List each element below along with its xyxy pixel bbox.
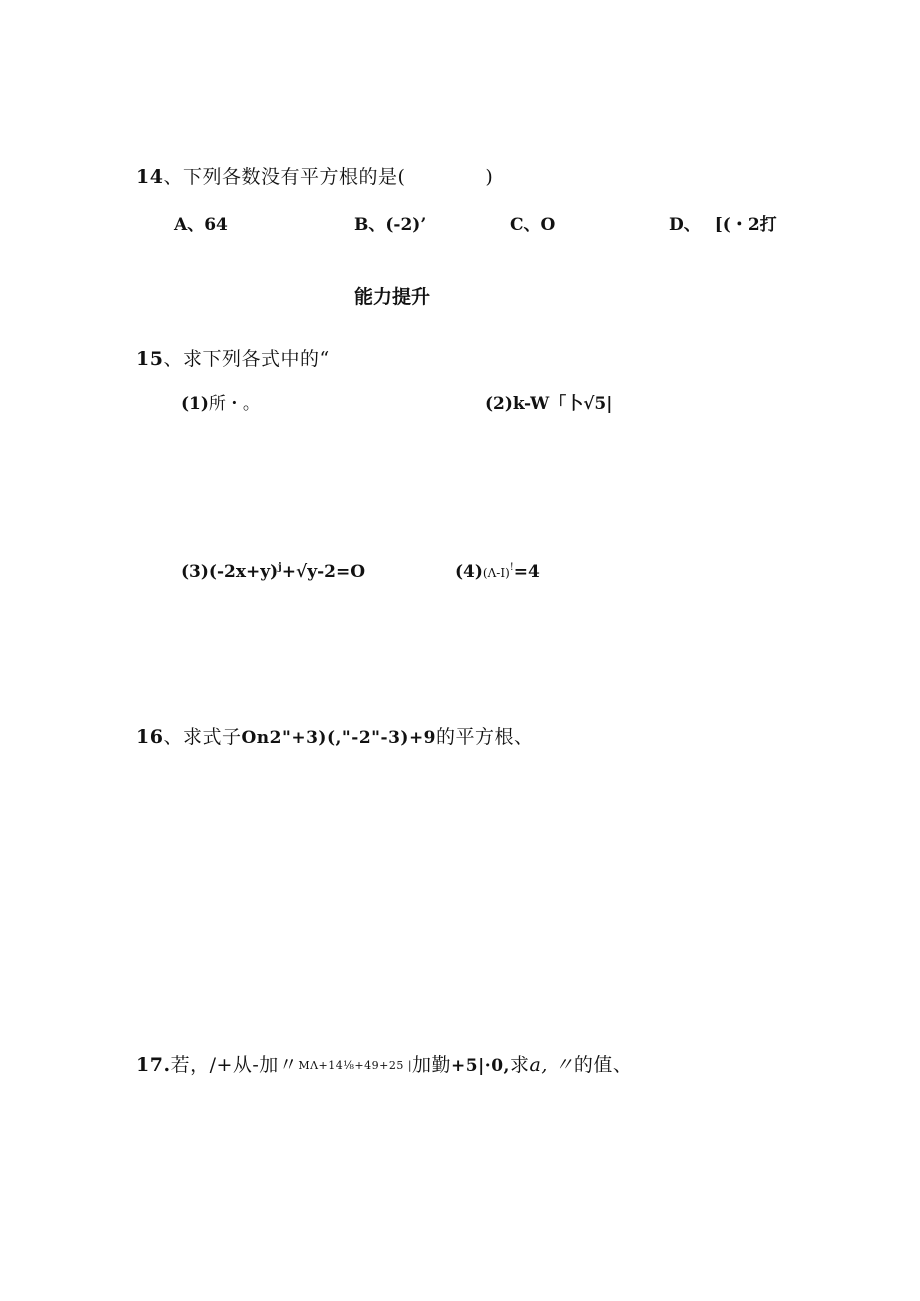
question-number: 14	[136, 166, 164, 188]
question-number: 16	[136, 726, 164, 748]
question-16	[136, 728, 534, 747]
question-text: 求下列各式中的“	[182, 348, 330, 370]
question-17	[136, 1056, 632, 1075]
sub-question-1	[181, 396, 260, 413]
sub-question-expression-rest: =4	[513, 562, 540, 582]
sub-question-4	[455, 563, 540, 581]
sub-question-2	[485, 396, 612, 413]
option-separator: 、	[368, 215, 386, 235]
option-c	[510, 217, 555, 234]
question-text-end: 的值、	[573, 1054, 633, 1076]
question-number: 15	[136, 348, 164, 370]
question-text: 求式子	[182, 726, 242, 748]
superscript: !	[509, 562, 514, 573]
option-label: B	[354, 215, 369, 235]
question-text-ask: 求	[509, 1054, 530, 1076]
sub-question-index: (4)	[455, 562, 483, 582]
sub-question-expression-rest: +√y-2=O	[281, 562, 366, 582]
option-value: O	[540, 215, 556, 235]
option-label: D	[669, 215, 684, 235]
option-label: C	[510, 215, 524, 235]
question-15	[136, 350, 330, 369]
sub-question-3	[181, 563, 365, 581]
sub-question-index: (2)	[485, 394, 513, 414]
option-a	[174, 217, 228, 234]
option-b	[354, 217, 426, 234]
question-separator: 、	[163, 166, 183, 188]
question-14	[136, 168, 493, 187]
question-separator: 、	[163, 348, 183, 370]
question-text-mid: 加勤	[412, 1054, 452, 1076]
sub-question-index: (3)	[181, 562, 209, 582]
option-value: (-2)’	[385, 215, 427, 235]
question-number: 17.	[136, 1054, 171, 1076]
sub-question-expression: k-W「卜√5|	[512, 394, 613, 414]
sub-question-expression: (Λ-I)	[482, 566, 510, 580]
question-text: 若，/+从-加〃	[170, 1054, 299, 1076]
section-title: 能力提升	[354, 286, 431, 308]
option-separator: 、	[683, 215, 701, 235]
question-close-paren: )	[485, 166, 494, 188]
question-expression-2: +5|·0,	[451, 1056, 510, 1076]
option-label: A	[174, 215, 188, 235]
question-expression: MΛ+14⅛+49+25 |	[298, 1059, 413, 1072]
question-variables: a, 〃	[529, 1054, 574, 1076]
question-separator: 、	[163, 726, 183, 748]
option-separator: 、	[523, 215, 541, 235]
question-expression: On2"+3)(,"-2"-3)+9	[241, 728, 437, 748]
superscript: j	[278, 562, 282, 573]
option-separator: 、	[187, 215, 205, 235]
question-text-end: 的平方根、	[436, 726, 534, 748]
option-value: 64	[204, 215, 228, 235]
sub-question-expression: 所・。	[208, 394, 260, 414]
sub-question-index: (1)	[181, 394, 209, 414]
question-text: 下列各数没有平方根的是(	[182, 166, 406, 188]
sub-question-expression: (-2x+y)	[208, 562, 279, 582]
option-d	[669, 217, 777, 234]
option-value: [(・2打	[714, 215, 777, 235]
